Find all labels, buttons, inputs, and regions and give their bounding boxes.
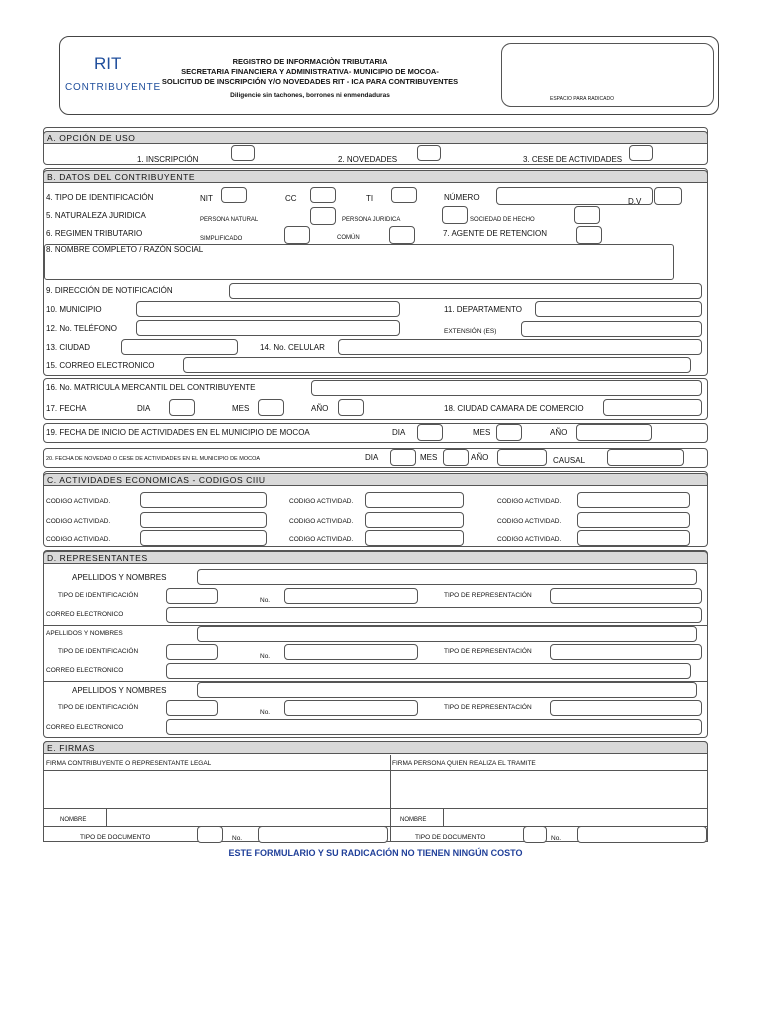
departamento-label: 11. DEPARTAMENTO [444,305,522,314]
novedad-label: 20. FECHA DE NOVEDAD O CESE DE ACTIVIDADES EN EL MUNICIPIO DE MOCOA [46,456,261,462]
firma1-nombre-field[interactable] [107,809,389,826]
persona-juridica-box[interactable] [442,206,468,224]
ciiu-field-3[interactable] [577,492,690,508]
causal-label: CAUSAL [553,456,586,465]
inicio-anio-box[interactable] [576,424,652,441]
firma-tramite-label: FIRMA PERSONA QUIEN REALIZA EL TRAMITE [392,760,536,767]
nit-label: NIT [200,194,213,203]
firma-contribuyente-label: FIRMA CONTRIBUYENTE O REPRESENTANTE LEGAL [46,760,212,767]
rep2-tiporep-label: TIPO DE REPRESENTACIÓN [444,648,532,655]
novedad-anio-label: AÑO [471,453,489,462]
municipio-label: 10. MUNICIPIO [46,305,102,314]
celular-field[interactable] [338,339,702,355]
rep1-tiporep-label: TIPO DE REPRESENTACIÓN [444,592,532,599]
inicio-label: 19. FECHA DE INICIO DE ACTIVIDADES EN EL MUNICIPIO DE MOCOA [46,428,310,437]
naturaleza-label: 5. NATURALEZA JURIDICA [46,211,146,220]
section-b-title: B. DATOS DEL CONTRIBUYENTE [43,170,708,183]
novedad-anio-box[interactable] [497,449,547,466]
rep3-no-field[interactable] [284,700,418,716]
rep3-tipo-box[interactable] [166,700,218,716]
firma2-no-label: No. [551,835,562,842]
ciudad-label: 13. CIUDAD [46,343,91,352]
rep3-correo-label: CORREO ELECTRONICO [46,724,124,731]
firma2-nombre-label: NOMBRE [400,817,427,823]
novedad-mes-label: MES [420,453,438,462]
tipo-id-label: 4. TIPO DE IDENTIFICACIÓN [46,193,154,202]
ciiu-field-9[interactable] [577,530,690,546]
section-d-title: D. REPRESENTANTES [43,551,708,564]
inicio-mes-label: MES [473,428,491,437]
footer-note: ESTE FORMULARIO Y SU RADICACIÓN NO TIENEN NINGÚN COSTO [228,848,523,858]
ciiu-field-4[interactable] [140,512,267,528]
matricula-label: 16. No. MATRICULA MERCANTIL DEL CONTRIBUYENTE [46,383,256,392]
ti-box[interactable] [391,187,417,203]
numero-label: NÚMERO [444,193,480,202]
opt-novedades-box[interactable] [417,145,441,161]
dv-label: D.V [628,197,642,206]
rep2-apellidos-label: APELLIDOS Y NOMBRES [46,630,123,637]
comun-box[interactable] [389,226,415,244]
rep1-no-field[interactable] [284,588,418,604]
rep1-tipo-label: TIPO DE IDENTIFICACIÓN [58,592,139,599]
inicio-mes-box[interactable] [496,424,522,441]
rep1-tiporep-field[interactable] [550,588,702,604]
correo-field[interactable] [183,357,691,373]
rep1-apellidos-field[interactable] [197,569,697,585]
inicio-anio-label: AÑO [550,428,568,437]
header-line-4: Diligencie sin tachones, borrones ni enmendaduras [230,92,390,99]
firma2-nombre-field[interactable] [444,809,706,826]
rep2-no-field[interactable] [284,644,418,660]
fecha-dia-label: DIA [137,404,151,413]
inicio-dia-box[interactable] [417,424,443,441]
ciiu-label-8: CODIGO ACTIVIDAD. [289,536,354,543]
ciiu-label-3: CODIGO ACTIVIDAD. [497,498,562,505]
sociedad-hecho-box[interactable] [574,206,600,224]
rit-title: RIT [94,54,122,73]
ciiu-field-8[interactable] [365,530,464,546]
nombre-razon-field[interactable] [44,244,674,280]
rep2-apellidos-field[interactable] [197,626,697,642]
rep3-tiporep-field[interactable] [550,700,702,716]
fecha-mes-label: MES [232,404,250,413]
contribuyente-label: CONTRIBUYENTE [65,82,161,93]
fecha-mes-box[interactable] [258,399,284,416]
ciiu-label-4: CODIGO ACTIVIDAD. [46,518,111,525]
simplificado-box[interactable] [284,226,310,244]
nombre-razon-label: 8. NOMBRE COMPLETO / RAZÓN SOCIAL [46,245,204,254]
rep2-tipo-label: TIPO DE IDENTIFICACIÓN [58,648,139,655]
rep2-correo-field[interactable] [166,663,691,679]
rep3-apellidos-field[interactable] [197,682,697,698]
departamento-field[interactable] [535,301,702,317]
cc-box[interactable] [310,187,336,203]
camara-label: 18. CIUDAD CAMARA DE COMERCIO [444,404,584,413]
fecha-anio-label: AÑO [311,404,329,413]
matricula-field[interactable] [311,380,702,396]
sociedad-hecho-label: SOCIEDAD DE HECHO [470,217,535,223]
ciiu-field-2[interactable] [365,492,464,508]
direccion-label: 9. DIRECCIÓN DE NOTIFICACIÓN [46,286,173,295]
extension-field[interactable] [521,321,702,337]
ciiu-label-5: CODIGO ACTIVIDAD. [289,518,354,525]
fecha-dia-box[interactable] [169,399,195,416]
rep1-correo-label: CORREO ELECTRONICO [46,611,124,618]
telefono-field[interactable] [136,320,400,336]
firma2-no-field[interactable] [577,826,707,843]
fecha-anio-box[interactable] [338,399,364,416]
persona-juridica-label: PERSONA JURIDICA [342,217,401,223]
ciiu-field-5[interactable] [365,512,464,528]
agente-label: 7. AGENTE DE RETENCION [443,229,548,238]
firma2-tipodoc-label: TIPO DE DOCUMENTO [415,834,486,841]
firma-contribuyente-area[interactable] [45,771,389,807]
inicio-dia-label: DIA [392,428,406,437]
agente-box[interactable] [576,226,602,244]
header-line-2: SECRETARIA FINANCIERA Y ADMINISTRATIVA- MUNICIPIO DE MOCOA- [181,67,439,76]
firma1-tipodoc-box[interactable] [197,826,223,843]
nit-box[interactable] [221,187,247,203]
ciiu-label-2: CODIGO ACTIVIDAD. [289,498,354,505]
rep1-correo-field[interactable] [166,607,702,623]
celular-label: 14. No. CELULAR [260,343,325,352]
ciiu-field-7[interactable] [140,530,267,546]
rep1-tipo-box[interactable] [166,588,218,604]
ciiu-field-1[interactable] [140,492,267,508]
correo-label: 15. CORREO ELECTRONICO [46,361,155,370]
direccion-field[interactable] [229,283,702,299]
rep3-no-label: No. [260,709,271,716]
cc-label: CC [285,194,297,203]
firma1-no-field[interactable] [258,826,388,843]
ciiu-label-9: CODIGO ACTIVIDAD. [497,536,562,543]
rep2-tiporep-field[interactable] [550,644,702,660]
ciudad-field[interactable] [121,339,238,355]
dv-box[interactable] [654,187,682,205]
section-a-title: A. OPCIÓN DE USO [43,131,708,144]
rep3-tipo-label: TIPO DE IDENTIFICACIÓN [58,704,139,711]
rep3-tiporep-label: TIPO DE REPRESENTACIÓN [444,704,532,711]
extension-label: EXTENSIÓN (ES) [444,328,497,335]
rep1-apellidos-label: APELLIDOS Y NOMBRES [72,573,167,582]
ciiu-label-1: CODIGO ACTIVIDAD. [46,498,111,505]
firma2-tipodoc-box[interactable] [523,826,547,843]
rep3-correo-field[interactable] [166,719,702,735]
firma1-no-label: No. [232,835,243,842]
opt-cese-box[interactable] [629,145,653,161]
opt-novedades-label: 2. NOVEDADES [338,155,398,164]
rep1-no-label: No. [260,597,271,604]
telefono-label: 12. No. TELÉFONO [46,324,117,333]
novedad-dia-label: DIA [365,453,379,462]
rep2-no-label: No. [260,653,271,660]
novedad-dia-box[interactable] [390,449,416,466]
persona-natural-label: PERSONA NATURAL [200,217,259,223]
rep2-tipo-box[interactable] [166,644,218,660]
opt-inscripcion-box[interactable] [231,145,255,161]
ciiu-label-6: CODIGO ACTIVIDAD. [497,518,562,525]
persona-natural-box[interactable] [310,207,336,225]
firma1-tipodoc-label: TIPO DE DOCUMENTO [80,834,151,841]
causal-field[interactable] [607,449,684,466]
municipio-field[interactable] [136,301,400,317]
radicado-label: ESPACIO PARA RADICADO [550,96,614,102]
firma1-nombre-label: NOMBRE [60,817,87,823]
camara-field[interactable] [603,399,702,416]
firma-tramite-area[interactable] [391,771,706,807]
novedad-mes-box[interactable] [443,449,469,466]
rep3-apellidos-label: APELLIDOS Y NOMBRES [72,686,167,695]
section-e-title: E. FIRMAS [43,741,708,754]
ti-label: TI [366,194,374,203]
header-line-1: REGISTRO DE INFORMACIÒN TRIBUTARIA [232,57,388,66]
simplificado-label: SIMPLIFICADO [200,236,243,242]
rep2-correo-label: CORREO ELECTRONICO [46,667,124,674]
section-c-title: C. ACTIVIDADES ECONOMICAS - CODIGOS CIIU [43,473,708,486]
opt-inscripcion-label: 1. INSCRIPCIÓN [137,155,199,164]
regimen-label: 6. REGIMEN TRIBUTARIO [46,229,143,238]
ciiu-label-7: CODIGO ACTIVIDAD. [46,536,111,543]
header-line-3: SOLICITUD DE INSCRIPCIÓN Y/O NOVEDADES RIT - ICA PARA CONTRIBUYENTES [161,77,459,86]
fecha-label: 17. FECHA [46,404,87,413]
opt-cese-label: 3. CESE DE ACTIVIDADES [523,155,623,164]
ciiu-field-6[interactable] [577,512,690,528]
comun-label: COMÚN [337,235,360,241]
